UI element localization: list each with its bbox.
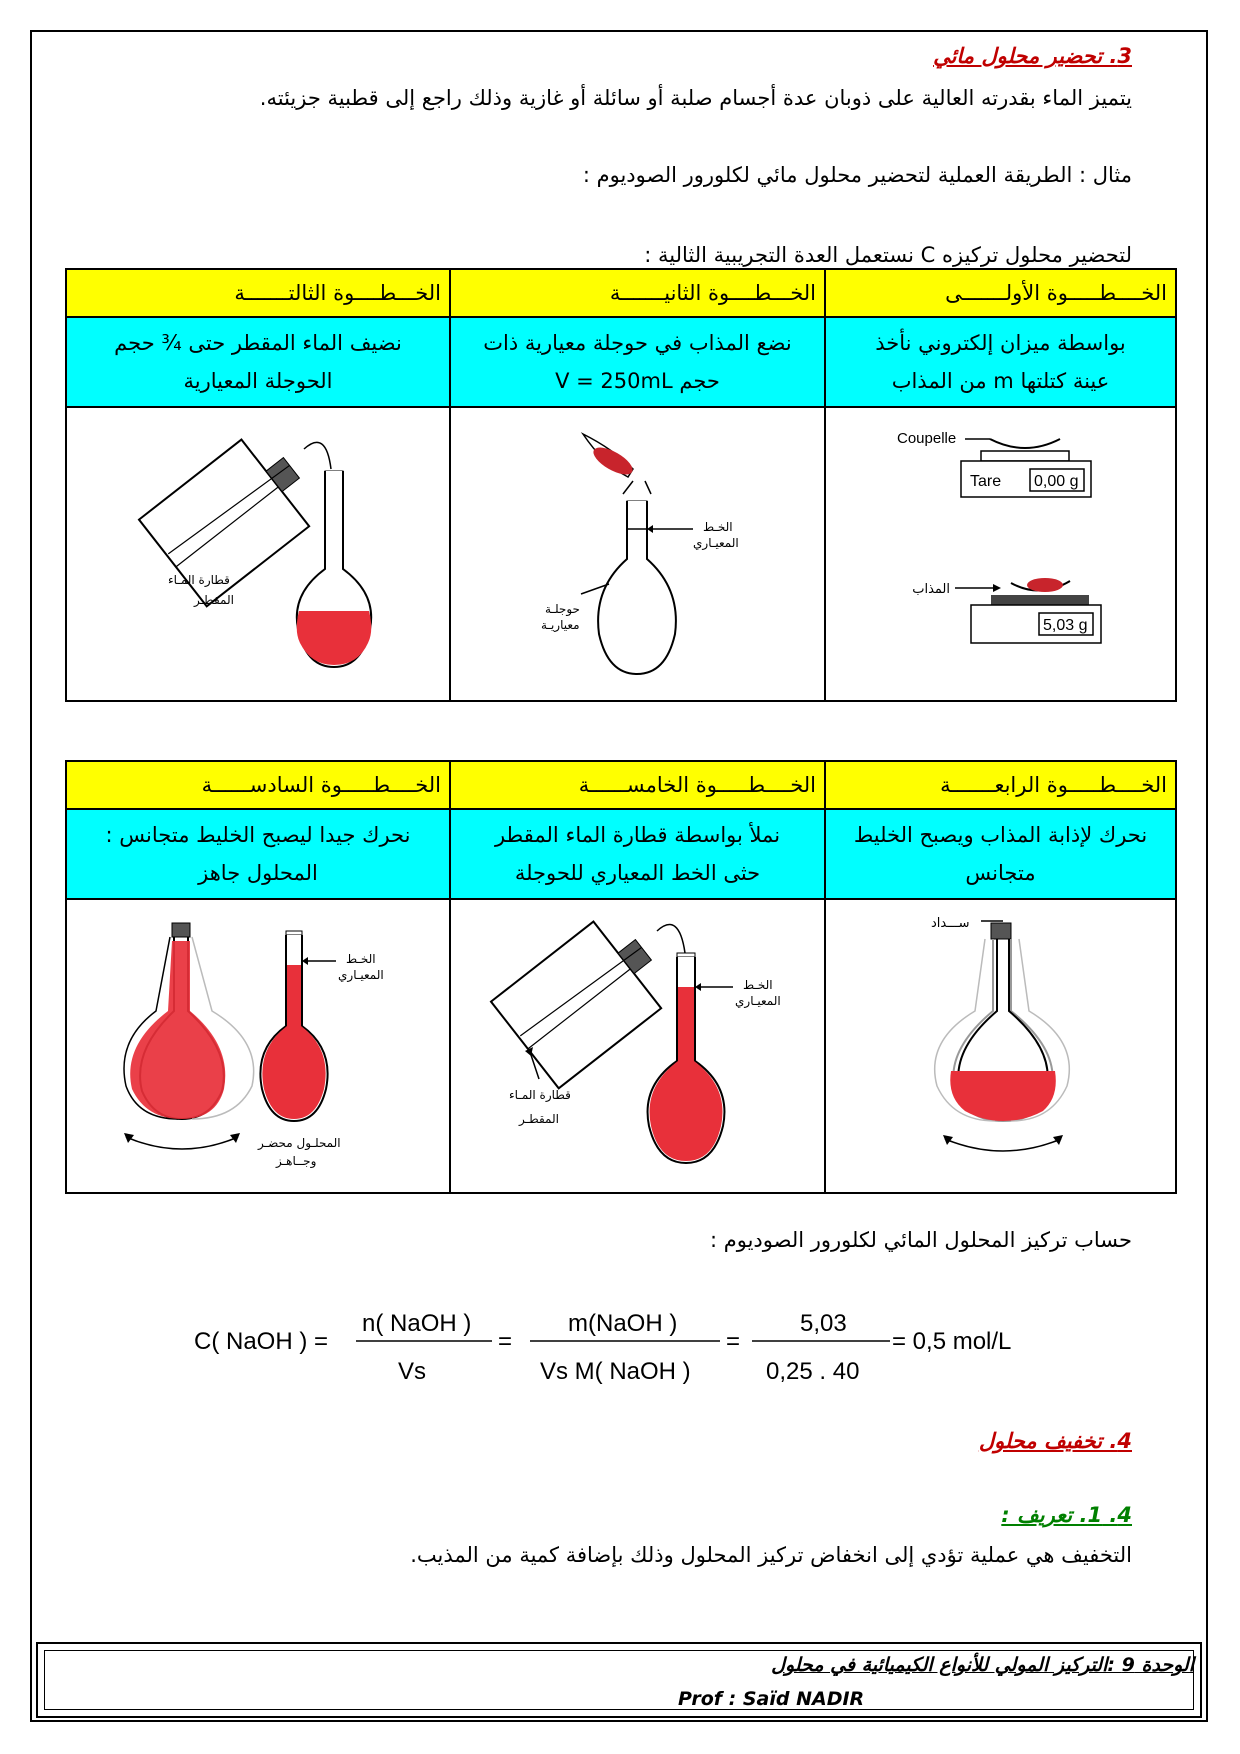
formula-result: = 0,5 mol/L (892, 1328, 1012, 1355)
section3-intro: يتميز الماء بقدرته العالية على ذوبان عدة أجسام صلبة أو سائلة أو غازية وذلك راجع إلى قطبية جزيئته. (259, 86, 1132, 110)
footer (36, 1642, 1202, 1718)
solute-label: المذاب (912, 582, 950, 597)
homogenize-figure (86, 901, 431, 1191)
step2-desc: نضع المذاب في حوجلة معيارية ذات حجم V = 250mL (450, 317, 825, 407)
step6-desc: نحرك جيدا ليصبح الخليط متجانس : المحلول جاهز (66, 809, 450, 899)
footer-unit-title: الوحدة 9 :التركيز المولي للأنواع الكيميائية في محلول (771, 1654, 1194, 1676)
step6-figure (66, 899, 450, 1193)
volumetric-flask-label-2: معياريـة (540, 618, 580, 632)
balance-reading-1: 0,00 g (1034, 473, 1079, 490)
graduation-mark-label-2: المعيـاري (692, 536, 739, 550)
stopper-label: ســـداد (931, 916, 970, 931)
step3-desc: نضيف الماء المقطر حتى ¾ حجم الحوجلة المعيارية (66, 317, 450, 407)
footer-prof: Prof : Saïd NADIR (678, 1688, 865, 1710)
step1-figure (825, 407, 1176, 701)
step4-title: الخــــطـــــوة الرابعـــــــة (825, 761, 1176, 809)
step5-mark-label-2: المعيـاري (734, 994, 781, 1008)
formula-frac2-den: Vs M( NaOH ) (540, 1358, 691, 1385)
section3-example: مثال : الطريقة العملية لتحضير محلول مائي لكلورور الصوديوم : (582, 163, 1132, 187)
step5-desc: نملأ بواسطة قطارة الماء المقطر حثى الخط المعياري للحوجلة (450, 809, 825, 899)
graduation-mark-label-1: الخـط (702, 520, 733, 534)
step2-figure (450, 407, 825, 701)
step6-mark-label-2: المعيـاري (337, 968, 384, 982)
add-water-figure (86, 409, 431, 699)
step4-figure (825, 899, 1176, 1193)
step1-title: الخــــطـــــوة الأولـــــــى (825, 269, 1176, 317)
step2-title: الخـــطــــوة الثانيـــــــة (450, 269, 825, 317)
shake-flask-figure (825, 901, 1175, 1191)
step5-mark-label-1: الخـط (742, 978, 773, 992)
step5-figure (450, 899, 825, 1193)
step5-title: الخــــطـــــوة الخامســــــة (450, 761, 825, 809)
section3-heading: 3. تحضير محلول مائي (933, 44, 1132, 68)
volumetric-flask-label-1: حوجلـة (544, 602, 580, 616)
tare-label: Tare (970, 473, 1002, 490)
step6-title: الخــــطـــــوة السادســــــة (66, 761, 450, 809)
ready-solution-label-1: المحلـول محضـر (257, 1136, 341, 1150)
steps-table-1 (65, 268, 1177, 702)
calc-label: حساب تركيز المحلول المائي لكلورور الصوديوم : (709, 1228, 1132, 1252)
balance-figure (825, 409, 1175, 699)
coupelle-label: Coupelle (897, 430, 957, 447)
ready-solution-label-2: وجــاهـز (275, 1154, 316, 1168)
formula-frac1-num: n( NaOH ) (362, 1310, 472, 1337)
steps-table-2 (65, 760, 1177, 1194)
fill-to-mark-figure (453, 901, 823, 1191)
section3-prep: لتحضير محلول تركيزه C نستعمل العدة التجريبية الثالية : (644, 243, 1132, 267)
dropper-label-2: المقطـر (193, 593, 234, 607)
step5-dropper-label-1: قطارة المـاء (508, 1088, 571, 1102)
formula-eq3: = (726, 1328, 741, 1355)
formula-frac3-num: 5,03 (800, 1310, 847, 1337)
section4-heading: 4. تخفيف محلول (978, 1429, 1132, 1453)
concentration-formula (180, 1295, 1060, 1395)
step3-title: الخـــطــــوة الثالتـــــــة (66, 269, 450, 317)
formula-frac1-den: Vs (398, 1358, 427, 1385)
step6-mark-label-1: الخـط (345, 952, 376, 966)
flask-solute-figure (453, 409, 823, 699)
formula-frac3-den: 0,25 . 40 (766, 1358, 860, 1385)
step4-desc: نحرك لإذابة المذاب ويصبح الخليط متجانس (825, 809, 1176, 899)
balance-reading-2: 5,03 g (1043, 617, 1088, 634)
step5-dropper-label-2: المقطـر (518, 1112, 559, 1126)
step1-desc: بواسطة ميزان إلكتروني نأخذ عينة كتلتها m من المذاب (825, 317, 1176, 407)
section4-subheading: 4. 1. تعريف : (1001, 1503, 1132, 1527)
section4-definition: التخفيف هي عملية تؤدي إلى انخفاض تركيز المحلول وذلك بإضافة كمية من المذيب. (410, 1543, 1132, 1567)
dropper-label-1: قطارة المـاء (167, 573, 230, 587)
formula-eq2: = (498, 1328, 513, 1355)
formula-lhs: C( NaOH ) = (194, 1328, 329, 1355)
formula-frac2-num: m(NaOH ) (568, 1310, 678, 1337)
step3-figure (66, 407, 450, 701)
